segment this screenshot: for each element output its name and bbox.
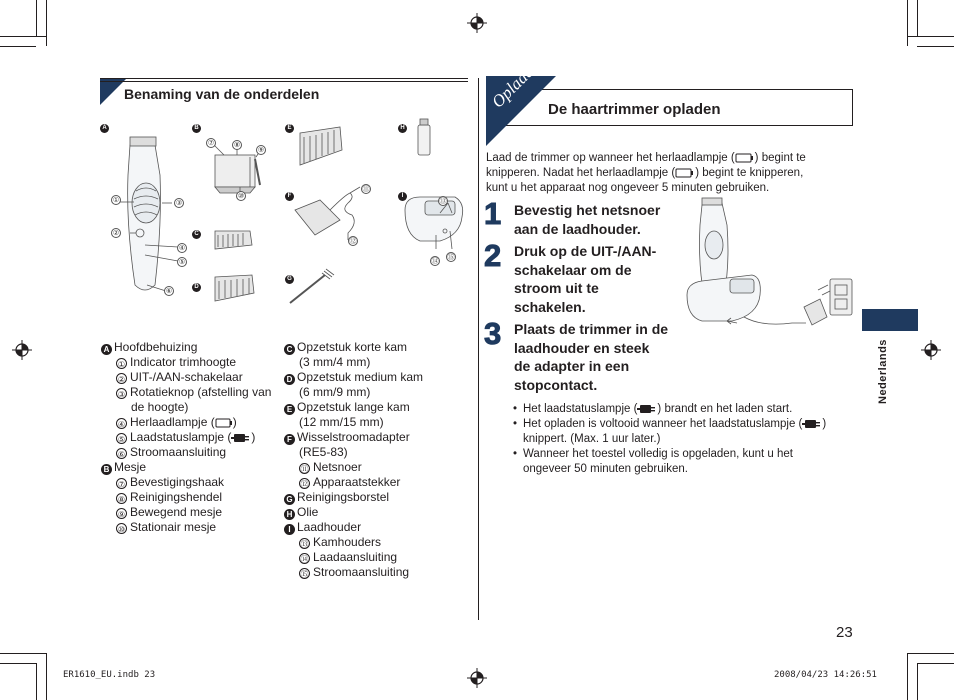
figure-label-c: C	[192, 230, 201, 239]
callout-11: ⑪	[362, 186, 370, 193]
legend-item: E Opzetstuk lange kam	[284, 400, 464, 415]
legend-item: ⑪ Netsnoer	[300, 460, 362, 474]
badge-h: H	[284, 509, 295, 520]
note-item: • Wanneer het toestel volledig is opgeladen, kunt u het ongeveer 50 minuten gebruiken.	[513, 447, 858, 477]
step-1-number: 1	[484, 196, 502, 231]
legend-item: (12 mm/15 mm)	[299, 415, 384, 429]
figure-label-i: I	[398, 192, 407, 201]
header-triangle	[100, 78, 127, 105]
footer-timestamp: 2008/04/23 14:26:51	[774, 670, 877, 680]
figure-label-e: E	[285, 124, 294, 133]
legend-item: C Opzetstuk korte kam	[284, 340, 464, 355]
crop-mark	[36, 663, 37, 700]
note-item: • Het laadstatuslampje ( ) brandt en het laden start.	[513, 402, 858, 417]
legend-item: ⑥ Stroomaansluiting	[117, 445, 227, 459]
badge-c: C	[284, 344, 295, 355]
battery-icon	[215, 418, 233, 428]
legend-item: G Reinigingsborstel	[284, 490, 464, 505]
intro-paragraph: Laad de trimmer op wanneer het herlaadlampje ( ) begint te knipperen. Nadat het herlaadlampje ( ) begint te knipperen, kunt u het apparaat nog ongeveer 5 minuten gebruiken.	[486, 152, 806, 194]
charging-cord	[744, 317, 806, 324]
legend-item: H Olie	[284, 505, 464, 520]
legend-item: de hoogte)	[131, 400, 189, 414]
callout-14: ⑭	[431, 258, 439, 265]
step-1-text: Bevestig het netsnoer aan de laadhouder.	[514, 202, 661, 237]
figure-label-b: B	[192, 124, 201, 133]
language-label: Nederlands	[877, 339, 889, 404]
crop-mark	[907, 653, 954, 654]
badge-b: B	[101, 464, 112, 475]
page-number: 23	[836, 624, 853, 641]
crop-mark	[917, 46, 954, 47]
callout-2: ②	[112, 230, 120, 237]
legend-item: ⑮ Stroomaansluiting	[300, 565, 410, 579]
registration-mark-icon	[467, 13, 487, 33]
left-section-title: Benaming van de onderdelen	[124, 86, 320, 102]
crop-mark	[917, 663, 918, 700]
legend-item: I Laadhouder	[284, 520, 464, 535]
callout-15: ⑮	[447, 254, 455, 261]
callout-10: ⑩	[237, 193, 245, 200]
battery-icon	[675, 168, 695, 178]
plug-icon	[637, 404, 657, 414]
notes-list	[513, 402, 858, 477]
blade-block	[215, 155, 255, 187]
legend-item: B Mesje	[101, 460, 281, 475]
callout-3: ③	[175, 200, 183, 207]
legend-item: ⑭ Laadaansluiting	[300, 550, 398, 564]
legend-item: (RE5-83)	[299, 445, 348, 459]
step-3-text: Plaats de trimmer in de laadhouder en steek de adapter in een stopcontact.	[514, 321, 669, 393]
crop-mark	[907, 0, 908, 46]
registration-mark-icon	[921, 340, 941, 360]
legend-item: (6 mm/9 mm)	[299, 385, 371, 399]
figure-label-a: A	[100, 124, 109, 133]
language-tab	[862, 309, 918, 331]
badge-i: I	[284, 524, 295, 535]
blade-teeth	[215, 187, 255, 193]
crop-mark	[917, 0, 918, 36]
step-2-text: Druk op de UIT-/AAN- schakelaar om de stroom uit te schakelen.	[514, 243, 657, 315]
right-section-title: De haartrimmer opladen	[548, 101, 721, 118]
callout-7: ⑦	[207, 140, 215, 147]
rotation-knob	[132, 183, 160, 223]
legend-item: A Hoofdbehuizing	[101, 340, 281, 355]
column-divider	[478, 78, 479, 620]
badge-e: E	[284, 404, 295, 415]
legend-item: ⑫ Apparaatstekker	[300, 475, 401, 489]
crop-mark	[0, 653, 46, 654]
trimmer-blade-top	[130, 137, 156, 146]
legend-item: ⑤ Laadstatuslampje ( )	[117, 430, 256, 444]
legend-item: ⑩ Stationair mesje	[117, 520, 217, 534]
figure-label-g: G	[285, 275, 294, 284]
ac-adapter	[295, 200, 340, 235]
badge-g: G	[284, 494, 295, 505]
oil-bottle	[418, 125, 430, 155]
callout-5: ⑤	[178, 259, 186, 266]
legend-item: ③ Rotatieknop (afstelling van	[117, 385, 272, 399]
badge-a: A	[101, 344, 112, 355]
battery-icon	[735, 153, 755, 163]
step-3-number: 3	[484, 316, 502, 351]
legend-item: F Wisselstroomadapter	[284, 430, 464, 445]
plug-icon	[231, 433, 251, 443]
left-section-header	[100, 78, 468, 105]
registration-mark-icon	[467, 668, 487, 688]
callout-9: ⑨	[257, 147, 265, 154]
badge-f: F	[284, 434, 295, 445]
crop-mark	[0, 36, 46, 37]
charging-illustration	[682, 195, 862, 335]
crop-mark	[917, 663, 954, 664]
footer-file-info: ER1610_EU.indb 23	[63, 670, 156, 680]
legend-item: ⑦ Bevestigingshaak	[117, 475, 225, 489]
figure-label-h: H	[398, 124, 407, 133]
legend-column-2	[284, 340, 464, 580]
figure-label-d: D	[192, 283, 201, 292]
comb-short	[215, 231, 252, 249]
callout-1: ①	[112, 197, 120, 204]
callout-12: ⑫	[349, 238, 357, 245]
crop-mark	[46, 653, 47, 700]
crop-mark	[46, 0, 47, 46]
crop-mark	[907, 36, 954, 37]
legend-item: ⑨ Bewegend mesje	[117, 505, 223, 519]
badge-d: D	[284, 374, 295, 385]
figure-label-f: F	[285, 192, 294, 201]
step-2-number: 2	[484, 238, 502, 273]
legend-item: D Opzetstuk medium kam	[284, 370, 464, 385]
callout-6: ⑥	[165, 288, 173, 295]
legend-column-1	[101, 340, 281, 535]
callout-8: ⑧	[233, 142, 241, 149]
adapter-plug	[804, 299, 827, 325]
opladen-tab-label: Opladen	[488, 56, 543, 112]
callout-13: ⑬	[439, 198, 447, 205]
header-rule	[100, 81, 468, 82]
crop-mark	[0, 46, 36, 47]
legend-item: ① Indicator trimhoogte	[117, 355, 237, 369]
cleaning-brush	[290, 275, 325, 303]
callout-4: ④	[178, 245, 186, 252]
legend-item: ② UIT-/AAN-schakelaar	[117, 370, 243, 384]
registration-mark-icon	[12, 340, 32, 360]
header-rule	[100, 78, 468, 79]
note-item: • Het opladen is voltooid wanneer het laadstatuslampje ( ) knippert. (Max. 1 uur later.)	[513, 417, 858, 447]
legend-item: ④ Herlaadlampje ( )	[117, 415, 237, 429]
legend-item: ⑬ Kamhouders	[300, 535, 382, 549]
crop-mark	[36, 0, 37, 36]
legend-item: (3 mm/4 mm)	[299, 355, 371, 369]
comb-long	[300, 127, 342, 165]
crop-mark	[907, 653, 908, 700]
wall-socket	[830, 279, 852, 315]
comb-medium	[215, 275, 254, 301]
plug-icon	[802, 419, 822, 429]
legend-item: ⑧ Reinigingshendel	[117, 490, 223, 504]
crop-mark	[0, 663, 36, 664]
